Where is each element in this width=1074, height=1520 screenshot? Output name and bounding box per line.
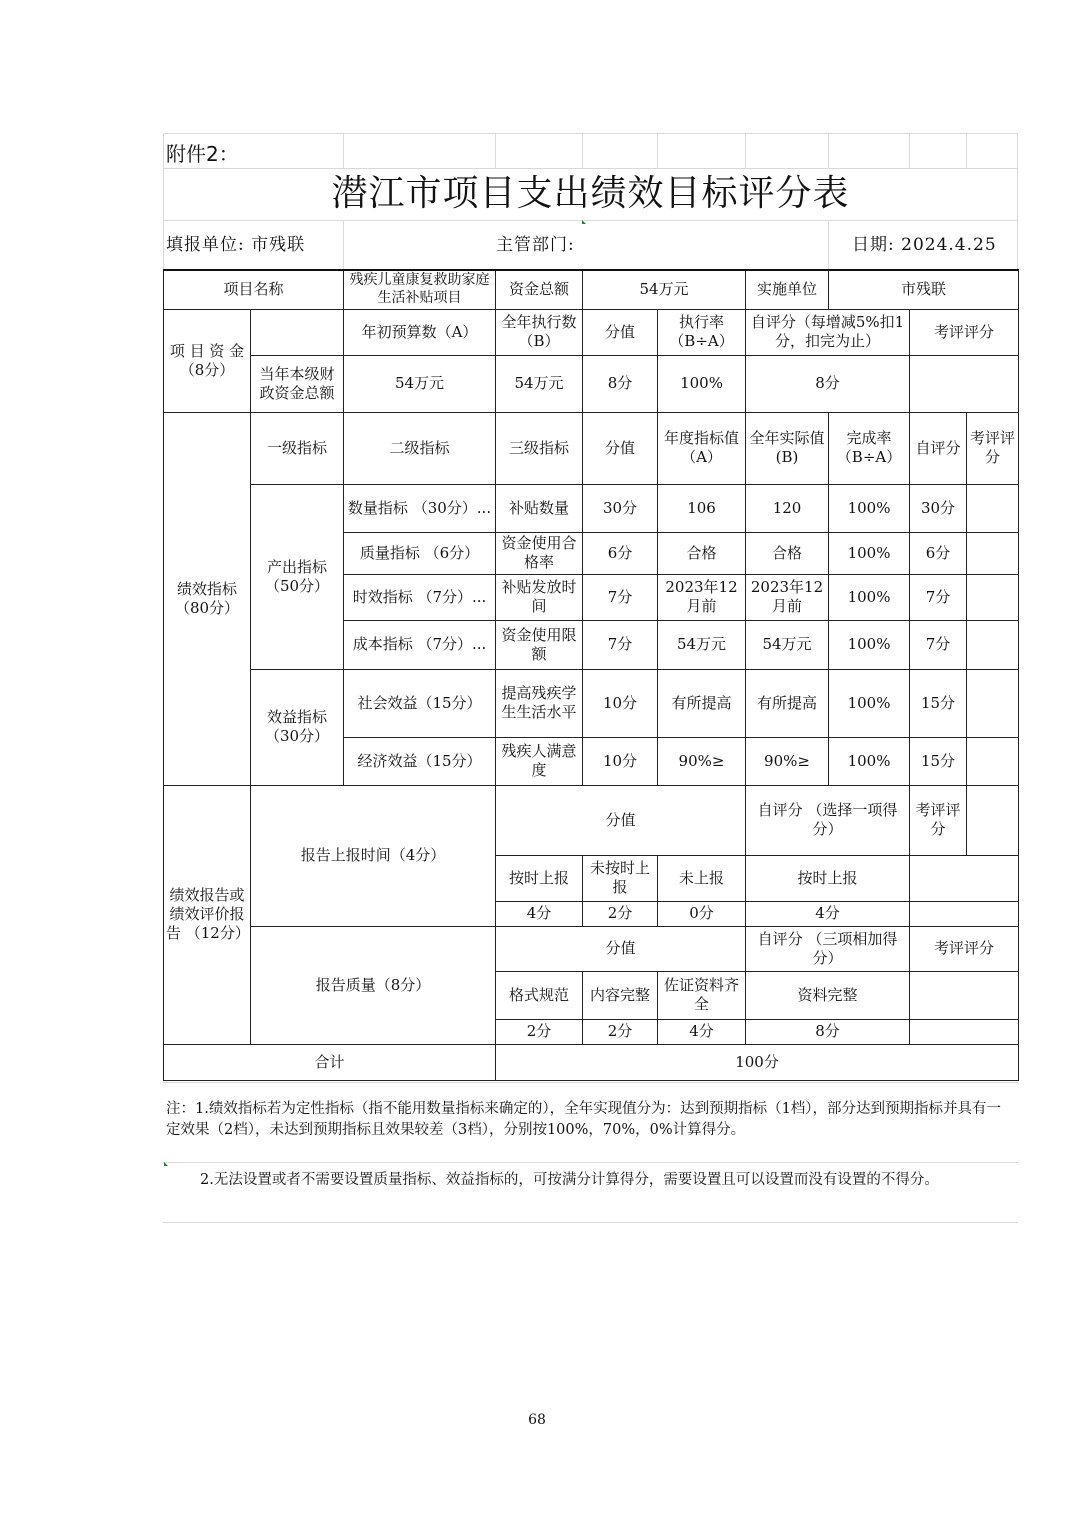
header-self-score: 自评分（每增减5%扣1分，扣完为止） [746,309,910,355]
grid-line [657,133,658,168]
note-1: 注：1.绩效指标若为定性指标（指不能用数量指标来确定的），全年实现值分为：达到预期指标（1档），部分达到预期指标并具有一定效果（2档），未达到预期指标且效果较差（3档），分别按100%，70%，0%计算得分。 [166,1101,1002,1138]
points-format: 2分 [496,1019,583,1044]
level2-indicator: 质量指标 （6分） [344,532,496,574]
review-score [910,855,1019,901]
report-quality-score-header: 分值 [496,926,746,971]
option-late: 未按时上报 [583,855,658,901]
level3-indicator: 补贴数量 [496,484,583,532]
supervising-department: 主管部门: [496,235,575,255]
self-score: 6分 [910,532,967,574]
header-review-score: 考评评分 [967,412,1019,484]
completion-rate: 100% [829,669,910,737]
completion-rate: 100% [829,620,910,669]
attachment-label: 附件2： [166,142,239,166]
table-row [164,309,1019,355]
report-quality-review-header: 考评评分 [910,926,1019,971]
funds-section-label: 项 目 资 金 （8分） [164,309,251,412]
grid-line [582,133,583,168]
fund-row-label: 当年本级财政资金总额 [251,355,344,412]
option-content: 内容完整 [583,971,658,1019]
grid-line [966,133,967,168]
actual-value: 2023年12月前 [746,574,829,620]
cell-marker [582,220,586,224]
header-completion-rate: 完成率（B÷A） [829,412,910,484]
page-title: 潜江市项目支出绩效目标评分表 [331,173,850,214]
level2-indicator: 时效指标 （7分）... [344,574,496,620]
perf-section-label: 绩效指标 （80分） [164,412,251,785]
self-score: 15分 [910,669,967,737]
target-value: 2023年12月前 [658,574,746,620]
score-value: 30分 [583,484,658,532]
review-score [967,532,1019,574]
level2-indicator: 经济效益（15分） [344,737,496,785]
grid-line [163,1162,1018,1163]
points-content: 2分 [583,1019,658,1044]
option-format: 格式规范 [496,971,583,1019]
header-annual-target: 年度指标值（A） [658,412,746,484]
points-on-time: 4分 [496,901,583,926]
review-score-value [910,355,1019,412]
grid-line [745,133,746,168]
header-level1: 一级指标 [251,412,344,484]
self-score-value: 8分 [746,355,910,412]
review-score [967,669,1019,737]
completion-rate: 100% [829,737,910,785]
table-row [164,270,1019,309]
level2-indicator: 成本指标 （7分）... [344,620,496,669]
table-row [164,669,1019,737]
score-value: 7分 [583,574,658,620]
table-row [164,484,1019,532]
budget-value: 54万元 [344,355,496,412]
report-date: 日期: 2024.4.25 [852,235,997,255]
self-selected-option: 资料完整 [746,971,910,1019]
table-row [164,926,1019,971]
option-evidence: 佐证资料齐全 [658,971,746,1019]
review-score [910,1019,1019,1044]
header-score: 分值 [583,412,658,484]
empty-cell [967,785,1019,855]
header-level2: 二级指标 [344,412,496,484]
execution-rate-value: 100% [658,355,746,412]
empty-cell [251,309,344,355]
table-row [164,1044,1019,1080]
page-number: 68 [528,1412,546,1428]
actual-value: 有所提高 [746,669,829,737]
review-score [910,971,1019,1019]
benefit-indicator-group: 效益指标 （30分） [251,669,344,785]
target-value: 106 [658,484,746,532]
project-name-value: 残疾儿童康复救助家庭生活补贴项目 [344,270,496,309]
table-row [164,785,1019,855]
grid-line [909,133,910,168]
report-time-review-header: 考评评分 [910,785,967,855]
score-value: 10分 [583,737,658,785]
note-2: 2.无法设置或者不需要设置质量指标、效益指标的，可按满分计算得分，需要设置且可以设置而没有设置的不得分。 [200,1172,939,1188]
points-evidence: 4分 [658,1019,746,1044]
level3-indicator: 残疾人满意度 [496,737,583,785]
header-score: 分值 [583,309,658,355]
project-name-label: 项目名称 [164,270,344,309]
review-score [967,574,1019,620]
grid-line [828,220,829,270]
report-quality-self-header: 自评分 （三项相加得分） [746,926,910,971]
actual-value: 54万元 [746,620,829,669]
report-time-self-header: 自评分 （选择一项得分） [746,785,910,855]
self-selected-option: 按时上报 [746,855,910,901]
header-review-score: 考评评分 [910,309,1019,355]
level2-indicator: 数量指标 （30分）... [344,484,496,532]
level3-indicator: 资金使用限额 [496,620,583,669]
header-execution: 全年执行数（B） [496,309,583,355]
target-value: 54万元 [658,620,746,669]
grid-line [828,133,829,168]
self-score: 7分 [910,620,967,669]
target-value: 90%≥ [658,737,746,785]
grid-line [163,220,1018,221]
grid-line [163,1222,1018,1223]
self-score: 30分 [910,484,967,532]
grid-line [163,133,1018,134]
grid-line [343,220,344,270]
report-time-label: 报告上报时间（4分） [251,785,496,926]
report-time-score-header: 分值 [496,785,746,855]
target-value: 有所提高 [658,669,746,737]
option-not-reported: 未上报 [658,855,746,901]
review-score [967,484,1019,532]
review-score [910,901,1019,926]
self-points: 8分 [746,1019,910,1044]
score-value: 10分 [583,669,658,737]
level3-indicator: 提高残疾学生生活水平 [496,669,583,737]
self-points: 4分 [746,901,910,926]
header-execution-rate: 执行率（B÷A） [658,309,746,355]
output-indicator-group: 产出指标 （50分） [251,484,344,669]
option-on-time: 按时上报 [496,855,583,901]
review-score [967,737,1019,785]
total-label: 合计 [164,1044,496,1080]
table-row [164,355,1019,412]
completion-rate: 100% [829,574,910,620]
implementing-unit-value: 市残联 [829,270,1019,309]
review-score [967,620,1019,669]
score-value: 8分 [583,355,658,412]
header-actual-value: 全年实际值(B) [746,412,829,484]
fund-total-label: 资金总额 [496,270,583,309]
fund-total-value: 54万元 [583,270,746,309]
actual-value: 120 [746,484,829,532]
grid-line [163,1082,1018,1083]
implementing-unit-label: 实施单位 [746,270,829,309]
grid-line [495,133,496,168]
header-level3: 三级指标 [496,412,583,484]
level3-indicator: 补贴发放时间 [496,574,583,620]
cell-marker [164,1162,168,1166]
report-quality-label: 报告质量（8分） [251,926,496,1044]
target-value: 合格 [658,532,746,574]
self-score: 15分 [910,737,967,785]
score-value: 7分 [583,620,658,669]
table-row [164,412,1019,484]
execution-value: 54万元 [496,355,583,412]
grid-line [343,133,344,168]
score-value: 6分 [583,532,658,574]
report-section-label: 绩效报告或绩效评价报告 （12分） [164,785,251,1044]
total-value: 100分 [496,1044,1019,1080]
score-table [163,269,1019,1081]
level2-indicator: 社会效益（15分） [344,669,496,737]
actual-value: 90%≥ [746,737,829,785]
points-late: 2分 [583,901,658,926]
reporting-unit: 填报单位: 市残联 [166,235,306,255]
actual-value: 合格 [746,532,829,574]
header-self-score: 自评分 [910,412,967,484]
header-budget: 年初预算数（A） [344,309,496,355]
completion-rate: 100% [829,484,910,532]
level3-indicator: 资金使用合格率 [496,532,583,574]
points-not-reported: 0分 [658,901,746,926]
self-score: 7分 [910,574,967,620]
completion-rate: 100% [829,532,910,574]
